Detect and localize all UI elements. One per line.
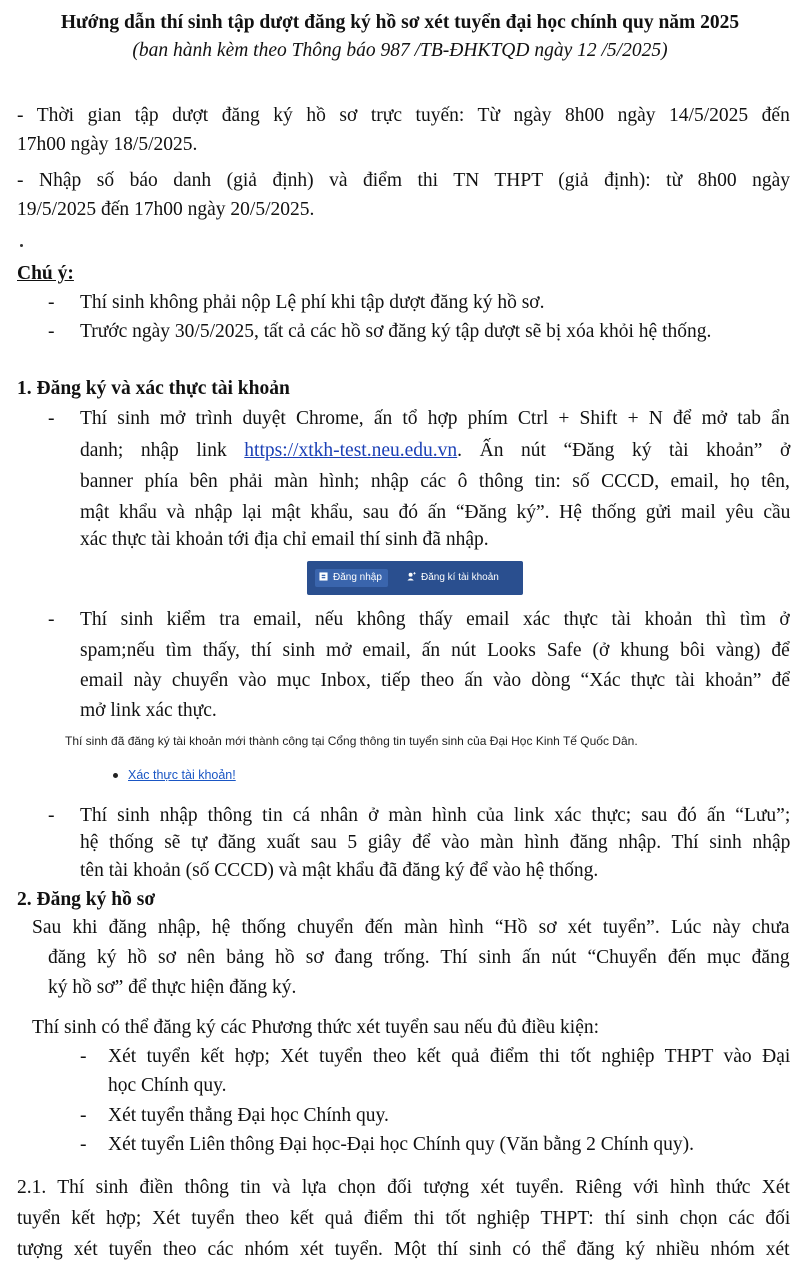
s2-p1-line3: ký hồ sơ” để thực hiện đăng ký.	[48, 977, 297, 998]
s1-b3-line1: Thí sinh nhập thông tin cá nhân ở màn hình của link xác thực; sau đó ấn “Lưu”;	[80, 805, 791, 826]
note-item: Trước ngày 30/5/2025, tất cả các hồ sơ đăng ký tập dượt sẽ bị xóa khỏi hệ thống.	[80, 321, 712, 342]
bullet-dash: -	[48, 805, 55, 826]
login-button[interactable]	[315, 569, 388, 587]
document-subtitle: (ban hành kèm theo Thông báo 987 /TB-ĐHKTQD ngày 12 /5/2025)	[132, 40, 668, 61]
s1-b1-line4: mật khẩu và nhập lại mật khẩu, sau đó ấn “Đăng ký”. Hệ thống gửi mail yêu cầu	[80, 502, 791, 523]
intro-p2-line2: 19/5/2025 đến 17h00 ngày 20/5/2025.	[17, 199, 315, 220]
method-item-1-line1: Xét tuyển kết hợp; Xét tuyển theo kết quả điểm thi tốt nghiệp THPT vào Đại	[108, 1046, 791, 1067]
user-add-icon	[407, 572, 416, 581]
s2-p2: Thí sinh có thể đăng ký các Phương thức xét tuyển sau nếu đủ điều kiện:	[32, 1017, 600, 1038]
email-body-text: Thí sinh đã đăng ký tài khoản mới thành công tại Cổng thông tin tuyển sinh của Đại Học Kinh Tế Quốc Dân.	[65, 734, 638, 748]
s1-b1-line2-post: . Ấn nút “Đăng ký tài khoản” ở	[457, 440, 791, 461]
method-dash: -	[80, 1105, 87, 1126]
s2-p1-line2: đăng ký hồ sơ nên bảng hồ sơ đang trống. Thí sinh ấn nút “Chuyển đến mục đăng	[48, 947, 790, 968]
method-item-3: Xét tuyển Liên thông Đại học-Đại học Chính quy (Văn bằng 2 Chính quy).	[108, 1134, 694, 1155]
section2-heading: 2. Đăng ký hồ sơ	[17, 889, 156, 910]
test-site-link[interactable]: https://xtkh-test.neu.edu.vn	[244, 440, 458, 461]
note-heading: Chú ý:	[17, 263, 74, 284]
bullet-dash: -	[48, 609, 55, 630]
login-button-label: Đăng nhập	[333, 572, 382, 583]
login-icon	[319, 572, 328, 581]
note-item-dash: -	[48, 321, 55, 342]
method-item-2: Xét tuyển thẳng Đại học Chính quy.	[108, 1105, 389, 1126]
method-item-1-line2: học Chính quy.	[108, 1075, 227, 1096]
method-dash: -	[80, 1046, 87, 1067]
s1-b1-line2	[80, 437, 790, 465]
s1-b2-line2: spam;nếu tìm thấy, thí sinh mở email, ấn nút Looks Safe (ở khung bôi vàng) để	[80, 640, 790, 661]
register-button[interactable]	[403, 569, 505, 587]
stray-dot	[20, 244, 23, 247]
s1-b2-line4: mở link xác thực.	[80, 700, 217, 721]
note-item: Thí sinh không phải nộp Lệ phí khi tập dượt đăng ký hồ sơ.	[80, 292, 545, 313]
s1-b2-line3: email này chuyển vào mục Inbox, tiếp theo ấn vào dòng “Xác thực tài khoản” để	[80, 670, 791, 691]
s21-line2: tuyển kết hợp; Xét tuyển theo kết quả điểm thi tốt nghiệp THPT: thí sinh chọn các đối	[17, 1208, 791, 1229]
bullet-dash: -	[48, 408, 55, 429]
intro-p1-line2: 17h00 ngày 18/5/2025.	[17, 134, 198, 155]
email-bullet	[113, 773, 118, 778]
document-title: Hướng dẫn thí sinh tập dượt đăng ký hồ sơ xét tuyển đại học chính quy năm 2025	[60, 12, 740, 33]
method-dash: -	[80, 1134, 87, 1155]
s1-b1-line1: Thí sinh mở trình duyệt Chrome, ấn tổ hợp phím Ctrl + Shift + N để mở tab ẩn	[80, 408, 790, 429]
s21-line3: tượng xét tuyển theo các nhóm xét tuyển. Một thí sinh có thể đăng ký nhiều nhóm xét	[17, 1239, 790, 1260]
intro-p2-line1: - Nhập số báo danh (giả định) và điểm thi TN THPT (giả định): từ 8h00 ngày	[17, 170, 791, 191]
intro-p1-line1: - Thời gian tập dượt đăng ký hồ sơ trực tuyến: Từ ngày 8h00 ngày 14/5/2025 đến	[17, 105, 790, 126]
s1-b1-line2-pre: danh; nhập link	[80, 440, 245, 461]
s1-b3-line3: tên tài khoản (số CCCD) và mật khẩu đã đăng ký để vào hệ thống.	[80, 860, 599, 881]
s2-p1-line1: Sau khi đăng nhập, hệ thống chuyển đến màn hình “Hồ sơ xét tuyển”. Lúc này chưa	[32, 917, 790, 938]
verify-account-link[interactable]: Xác thực tài khoản!	[128, 768, 236, 782]
register-button-label: Đăng kí tài khoản	[421, 572, 499, 583]
s1-b2-line1: Thí sinh kiểm tra email, nếu không thấy email xác thực tài khoản thì tìm ở	[80, 609, 790, 630]
banner-buttons-screenshot	[307, 561, 523, 595]
s1-b1-line5: xác thực tài khoản tới địa chỉ email thí sinh đã nhập.	[80, 529, 489, 550]
section1-heading: 1. Đăng ký và xác thực tài khoản	[17, 378, 290, 399]
s1-b1-line3: banner phía bên phải màn hình; nhập các ô thông tin: số CCCD, email, họ tên,	[80, 471, 790, 492]
s21-line1: 2.1. Thí sinh điền thông tin và lựa chọn đối tượng xét tuyển. Riêng với hình thức Xét	[17, 1177, 790, 1198]
note-item-dash: -	[48, 292, 55, 313]
s1-b3-line2: hệ thống sẽ tự đăng xuất sau 5 giây để vào màn hình đăng nhập. Thí sinh nhập	[80, 832, 791, 853]
